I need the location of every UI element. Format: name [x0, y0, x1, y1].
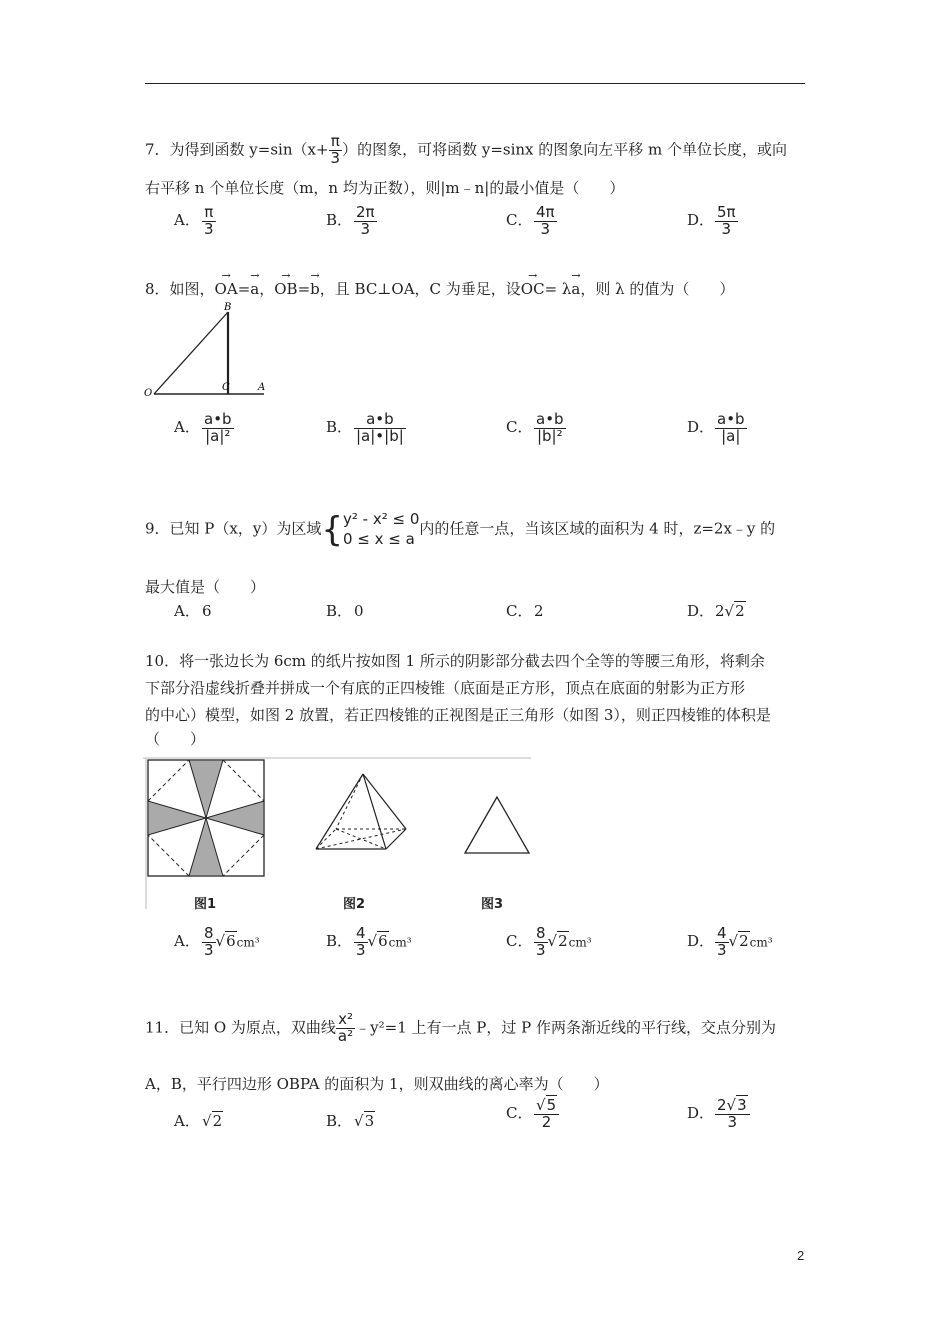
q8-eq2: = [297, 280, 311, 298]
frac-n: 8 [204, 924, 214, 942]
sqrt-icon: √3 [354, 1112, 375, 1130]
q10-option-c[interactable] [506, 926, 592, 959]
q9-ineq2: 0 ≤ x ≤ a [342, 529, 415, 548]
option-label: A． [174, 1112, 200, 1130]
radicand: 3 [737, 1096, 747, 1114]
unit: cm³ [749, 935, 773, 950]
label-c: C [222, 382, 230, 393]
option-label: B． [326, 932, 353, 951]
q10-line1: 10．将一张边长为 6cm 的纸片按如图 1 所示的阴影部分截去四个全等的等腰三角形，将剩余 [145, 652, 765, 670]
frac-d: 3 [534, 221, 557, 238]
page-number: 2 [797, 1248, 805, 1263]
q8-triangle-figure [140, 300, 275, 402]
frac-d: 3 [717, 940, 727, 959]
option-label: D． [687, 1104, 715, 1123]
frac-n: a•b [366, 410, 394, 428]
q11-option-a[interactable] [174, 1110, 223, 1131]
option-label: C． [506, 602, 533, 620]
option-label: C． [506, 932, 533, 951]
q7-pre: 7．为得到函数 y=sin（x+ [145, 140, 329, 159]
frac-d: 3 [204, 940, 214, 959]
q8-mid: ，且 BC⊥OA，C 为垂足，设 [319, 280, 521, 298]
q7-option-d[interactable] [687, 205, 738, 238]
option-label: A． [174, 932, 200, 951]
frac-n: a•b [536, 410, 564, 428]
radicand: 5 [546, 1096, 557, 1114]
frac-n: 5π [717, 203, 736, 221]
q9-line2: 最大值是（ ） [145, 578, 266, 596]
q7-frac-d: 3 [330, 148, 341, 167]
frac-d: 2 [534, 1114, 559, 1131]
sqrt-icon: √5 [536, 1096, 557, 1114]
q11-line1 [145, 1012, 776, 1045]
frac-d: |a|² [202, 428, 234, 445]
q7-option-c[interactable] [506, 205, 557, 238]
header-rule [145, 83, 805, 84]
unit: cm³ [388, 935, 412, 950]
q11-frac [336, 1012, 355, 1045]
sqrt-icon: √2 [202, 1112, 223, 1130]
q7-option-b[interactable] [326, 205, 377, 238]
q8-sep: ， [259, 280, 275, 298]
option-label: B． [326, 1112, 353, 1130]
vector-ob: → OB [274, 280, 297, 298]
frac-n: 4 [717, 924, 727, 942]
radicand: 6 [378, 932, 388, 951]
q11-post: ﹣y²=1 上有一点 P，过 P 作两条渐近线的平行线，交点分别为 [355, 1018, 776, 1037]
q9-option-c[interactable] [506, 600, 544, 621]
radicand: 2 [558, 932, 568, 951]
q8-option-a[interactable] [174, 412, 234, 445]
q10-option-d[interactable] [687, 926, 773, 959]
coef: 2 [717, 1096, 727, 1114]
option-label: C． [506, 1104, 533, 1123]
frac-d: 3 [356, 940, 366, 959]
q7-option-a[interactable] [174, 205, 216, 238]
figure2-caption: 图2 [343, 897, 366, 912]
label-b: B [224, 302, 232, 313]
option-label: D． [687, 211, 715, 230]
q8-post: ，则 λ 的值为（ ） [580, 280, 735, 298]
sqrt-icon: √6 [367, 932, 388, 951]
q7-frac-n: π [330, 132, 340, 150]
q11-option-b[interactable] [326, 1110, 375, 1131]
frac-n: a•b [204, 410, 232, 428]
radicand: 2 [735, 602, 745, 620]
radicand: 3 [364, 1112, 375, 1130]
option-value: 2 [534, 602, 544, 620]
option-value: 0 [354, 602, 364, 620]
option-value: 2 [715, 602, 725, 620]
sqrt-icon: √2 [728, 932, 749, 951]
sqrt-icon: √3 [726, 1096, 747, 1114]
frac-d: |b|² [534, 428, 566, 445]
vector-oa: → OA [215, 280, 238, 298]
label-o: O [144, 388, 153, 399]
radicand: 2 [212, 1112, 223, 1130]
option-label: C． [506, 211, 533, 230]
q9-pre: 9．已知 P（x，y）为区域 [145, 519, 322, 538]
q11-pre: 11．已知 O 为原点，双曲线 [145, 1018, 336, 1037]
frac-d: a² [337, 1026, 354, 1045]
figure1-caption: 图1 [194, 897, 217, 912]
frac-n: π [204, 203, 214, 221]
option-label: B． [326, 418, 353, 437]
q11-option-c[interactable] [506, 1098, 559, 1131]
radicand: 6 [226, 932, 236, 951]
frac-n: 4π [536, 203, 555, 221]
q11-option-d[interactable] [687, 1098, 750, 1131]
q10-figures [143, 757, 533, 912]
q9-system [343, 510, 419, 549]
q7-frac [329, 134, 343, 167]
q8-option-b[interactable] [326, 412, 406, 445]
q10-line3: 的中心）模型，如图 2 放置，若正四棱锥的正视图是正三角形（如图 3），则正四棱锥的体积是 [145, 706, 771, 724]
vector-b: → b [310, 280, 320, 298]
frac-n: x² [338, 1010, 353, 1028]
unit: cm³ [568, 935, 592, 950]
q10-line4: （ ） [145, 730, 206, 748]
unit: cm³ [236, 935, 260, 950]
frac-d: |a| [715, 428, 747, 445]
q8-eq3: = λ [544, 280, 572, 298]
q9-line1 [145, 510, 775, 549]
vector-oc: → OC [521, 280, 545, 298]
option-label: B． [326, 211, 353, 230]
sqrt-icon: √6 [215, 932, 236, 951]
option-label: A． [174, 418, 200, 437]
q9-post: 内的任意一点，当该区域的面积为 4 时，z=2x﹣y 的 [419, 519, 776, 538]
q9-option-a[interactable] [174, 600, 212, 621]
q9-ineq1: y² - x² ≤ 0 [342, 510, 420, 528]
option-label: A． [174, 602, 200, 620]
frac-d: 3 [536, 940, 546, 959]
option-label: D． [687, 932, 715, 951]
q10-option-b[interactable] [326, 926, 412, 959]
sqrt-icon: √2 [547, 932, 568, 951]
sqrt-icon: √2 [724, 602, 745, 620]
frac-d: 3 [715, 221, 738, 238]
q10-option-a[interactable] [174, 926, 260, 959]
option-label: D． [687, 602, 715, 620]
frac-n: 4 [356, 924, 366, 942]
q8-line1 [145, 278, 734, 299]
frac-d: 3 [204, 219, 214, 238]
vector-a: → a [250, 280, 259, 298]
q8-eq1: = [237, 280, 251, 298]
option-label: D． [687, 418, 715, 437]
q7-line2: 右平移 n 个单位长度（m，n 均为正数），则|m﹣n|的最小值是（ ） [145, 179, 625, 197]
q7-post: ）的图象，可将函数 y=sinx 的图象向左平移 m 个单位长度，或向 [342, 140, 788, 159]
frac-n: a•b [717, 410, 745, 428]
figure3-caption: 图3 [481, 897, 504, 912]
q8-option-c[interactable] [506, 412, 566, 445]
option-label: C． [506, 418, 533, 437]
q9-option-d[interactable] [687, 600, 746, 621]
frac-d: 3 [715, 1114, 750, 1131]
q11-line2: A，B，平行四边形 OBPA 的面积为 1，则双曲线的离心率为（ ） [145, 1075, 609, 1093]
option-label: B． [326, 602, 353, 620]
q9-option-b[interactable] [326, 600, 364, 621]
frac-n: 2π [356, 203, 375, 221]
frac-n: 8 [536, 924, 546, 942]
vector-a-2: → a [571, 280, 580, 298]
q8-option-d[interactable] [687, 412, 747, 445]
q10-line2: 下部分沿虚线折叠并拼成一个有底的正四棱锥（底面是正方形，顶点在底面的射影为正方形 [145, 679, 746, 697]
brace-icon: { [321, 509, 343, 550]
q7-line1 [145, 134, 787, 167]
option-label: A． [174, 211, 200, 230]
q8-pre: 8．如图， [145, 280, 215, 298]
frac-d: 3 [354, 221, 377, 238]
label-a: A [258, 382, 266, 393]
option-value: 6 [202, 602, 212, 620]
frac-d: |a|•|b| [356, 426, 404, 445]
radicand: 2 [739, 932, 749, 951]
